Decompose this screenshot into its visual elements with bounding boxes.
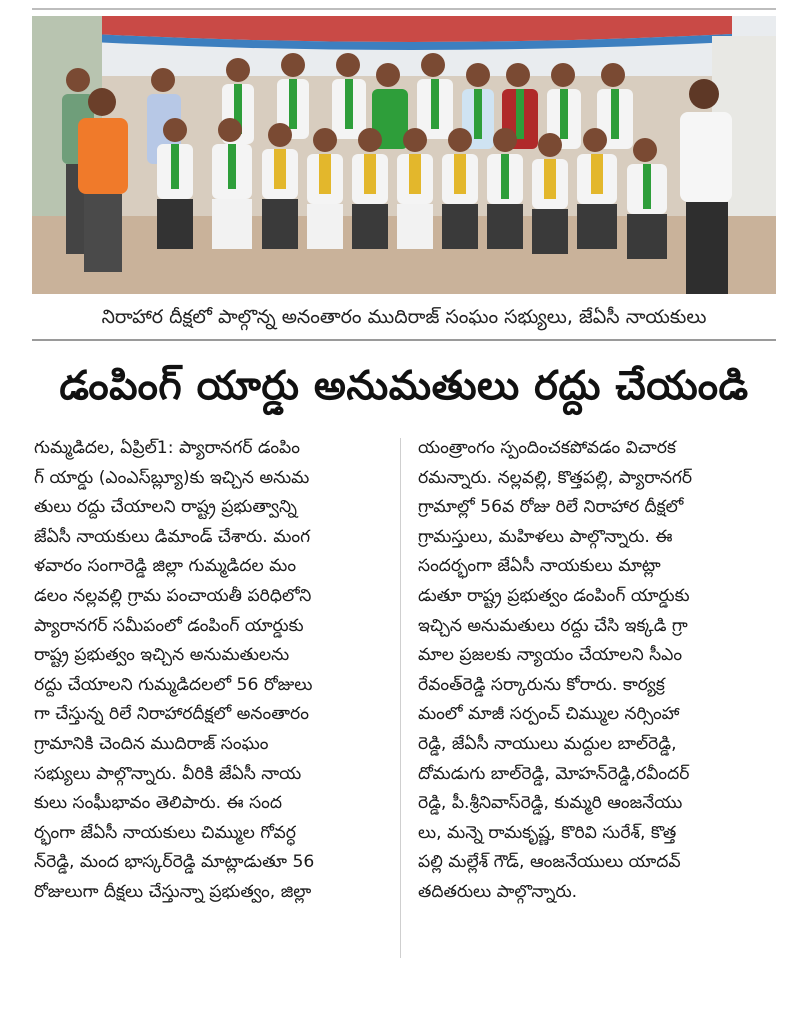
text-line: సందర్భంగా జేఏసీ నాయకులు మాట్లా [418, 556, 661, 577]
text-line: రెడ్డి, జేఏసీ నాయులు మద్దుల బాల్‌రెడ్డి, [418, 733, 677, 754]
column-divider [400, 438, 401, 958]
text-line: గ్రామాల్లో 56వ రోజు రిలే నిరాహార దీక్షలో [418, 497, 684, 518]
text-line: రమన్నారు. నల్లవల్లి, కొత్తపల్లి, ప్యారానగర్ [418, 467, 693, 488]
article-headline: డంపింగ్ యార్డు అనుమతులు రద్దు చేయండి [59, 363, 749, 409]
text-line: గా చేస్తున్న రిలే నిరాహారదీక్షలో అనంతారం [34, 704, 309, 725]
text-line: ర్భంగా జేఏసీ నాయకులు చిమ్ముల గోవర్ధ [34, 822, 296, 843]
text-line: డలం నల్లవల్లి గ్రామ పంచాయతీ పరిధిలోని [34, 585, 312, 606]
text-line: మాల ప్రజలకు న్యాయం చేయాలని సీఎం [418, 645, 683, 666]
text-line: యంత్రాంగం స్పందించకపోవడం విచారక [418, 438, 676, 458]
photo-caption: నిరాహార దీక్షలో పాల్గొన్న అనంతారం ముదిరాజ్ సంఘం సభ్యులు, జేఏసీ నాయకులు [101, 306, 707, 328]
text-line: గ్రామానికి చెందిన ముదిరాజ్ సంఘం [34, 733, 269, 754]
article-column-left [34, 434, 384, 974]
text-line: పల్లి మల్లేశ్ గౌడ్, ఆంజనేయులు యాదవ్ [418, 852, 681, 873]
text-line: లు, మన్నె రామకృష్ణ, కొరివి సురేశ్, కొత్త [418, 822, 677, 843]
text-line: ళవారం సంగారెడ్డి జిల్లా గుమ్మడిదల మం [34, 556, 297, 577]
text-line: గ్రామస్తులు, మహిళలు పాల్గొన్నారు. ఈ [418, 526, 673, 547]
text-line: ఇచ్చిన అనుమతులు రద్దు చేసి ఇక్కడి గ్రా [418, 615, 688, 636]
top-divider [32, 8, 776, 10]
text-line: జేఏసీ నాయకులు డిమాండ్ చేశారు. మంగ [34, 526, 311, 547]
text-line: రోజులుగా దీక్షలు చేస్తున్నా ప్రభుత్వం, జిల్లా [34, 881, 312, 902]
text-line: దోమడుగు బాల్‌రెడ్డి, మోహన్‌రెడ్డి,రవీందర్ [418, 763, 690, 784]
article-column-right [418, 434, 776, 974]
text-line: డుతూ రాష్ట్ర ప్రభుత్వం డంపింగ్ యార్డుకు [418, 585, 690, 606]
text-line: రేవంత్‌రెడ్డి సర్కారును కోరారు. కార్యక్ర [418, 674, 665, 695]
protest-group-photo [32, 16, 776, 294]
text-line: రద్దు చేయాలని గుమ్మడిదలలో 56 రోజులు [34, 674, 313, 695]
text-line: రెడ్డి, పీ.శ్రీనివాస్‌రెడ్డి, కుమ్మరి ఆంజనేయు [418, 793, 683, 814]
text-line: మంలో మాజీ సర్పంచ్ చిమ్ముల నర్సింహా [418, 704, 680, 725]
text-line: సభ్యులు పాల్గొన్నారు. వీరికి జేఏసీ నాయ [34, 763, 302, 784]
text-line: న్‌రెడ్డి, మంద భాస్కర్‌రెడ్డి మాట్లాడుతూ 56 [34, 852, 315, 873]
text-line: తులు రద్దు చేయాలని రాష్ట్ర ప్రభుత్వాన్ని [34, 497, 297, 518]
group-photo [32, 16, 776, 294]
text-line: తదితరులు పాల్గొన్నారు. [418, 881, 578, 902]
text-line: గుమ్మడిదల, ఏప్రిల్1: ప్యారానగర్ డంపిం [34, 438, 300, 458]
text-line: గ్ యార్డు (ఎంఎస్‌బ్ల్యూ)కు ఇచ్చిన అనుమ [34, 467, 310, 488]
text-line: రాష్ట్ర ప్రభుత్వం ఇచ్చిన అనుమతులను [34, 645, 290, 666]
text-line: కులు సంఘీభావం తెలిపారు. ఈ సంద [34, 793, 282, 814]
text-line: ప్యారానగర్ సమీపంలో డంపింగ్ యార్డుకు [34, 615, 304, 636]
caption-divider [32, 339, 776, 341]
